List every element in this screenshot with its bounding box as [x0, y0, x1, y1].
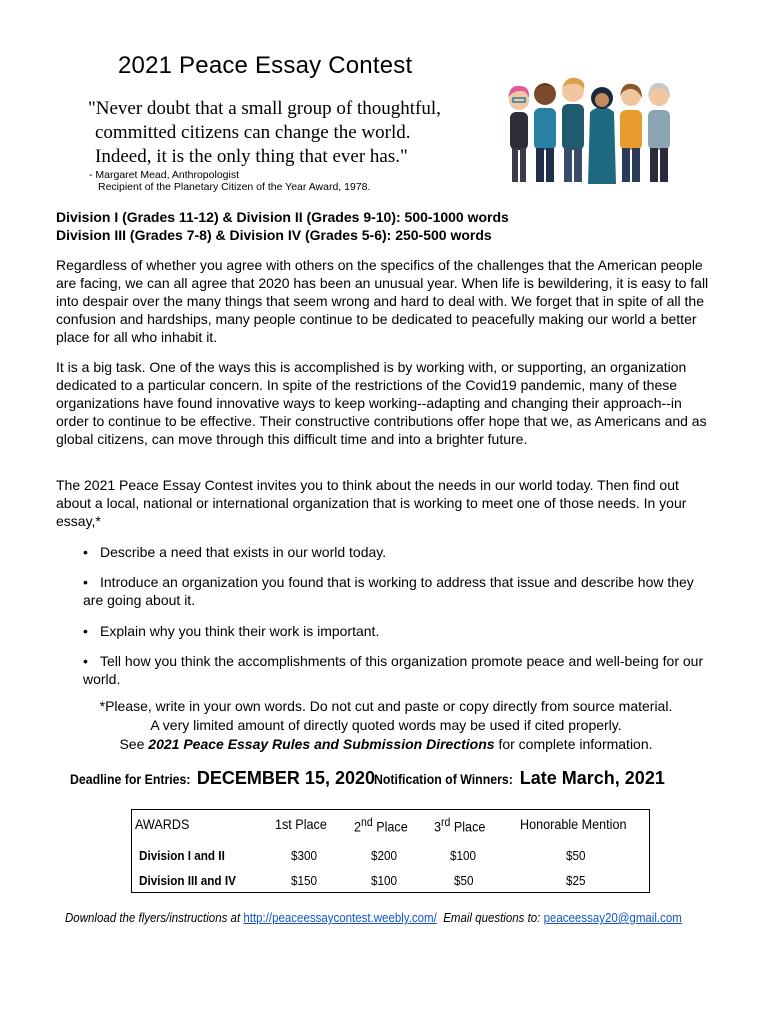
list-item: • Explain why you think their work is important. [83, 623, 380, 639]
row-label: Division III and IV [139, 873, 236, 888]
table-header: AWARDS [135, 816, 190, 832]
table-header: 3rd Place [434, 816, 486, 835]
person-icon [588, 87, 616, 184]
quote-award: Recipient of the Planetary Citizen of the Year Award, 1978. [98, 181, 371, 193]
division-line: Division III (Grades 7-8) & Division IV (Grades 5-6): 250-500 words [56, 227, 492, 243]
division-line: Division I (Grades 11-12) & Division II (Grades 9-10): 500-1000 words [56, 209, 509, 225]
email-text: Email questions to: [443, 911, 541, 925]
quote-block [88, 97, 441, 193]
bullet-icon: • [83, 623, 88, 639]
person-icon [508, 86, 529, 182]
rules-title: 2021 Peace Essay Rules and Submission Directions [148, 736, 495, 752]
person-icon [648, 83, 670, 182]
footer [65, 911, 682, 925]
website-link[interactable]: http://peaceessaycontest.weebly.com/ [243, 911, 437, 925]
quote-author: - Margaret Mead, Anthropologist [89, 169, 239, 181]
table-header: Honorable Mention [520, 816, 627, 832]
quote-line: "Never doubt that a small group of thoughtful, [88, 98, 441, 119]
table-cell: $50 [566, 848, 586, 863]
list-item: • Introduce an organization you found that is working to address that issue and describe how they are going about it. [83, 574, 694, 608]
deadline: Deadline for Entries: DECEMBER 15, 2020 [70, 768, 375, 788]
awards-table [131, 809, 650, 893]
person-icon [534, 83, 556, 182]
paragraph: Regardless of whether you agree with others on the specifics of the challenges that the American people are facing, we can all agree that 2020 has been an unusual year. When life is bewildering, it is easy to fall into despair over the many things that seem wrong and hard to deal with. We forget that in spite of all the confusion and hardships, many people continue to be dedicated to peacefully making our world a better place for all who inhabit it. [56, 257, 709, 345]
table-cell: $100 [450, 848, 477, 863]
person-icon [620, 84, 642, 182]
table-cell: $100 [371, 873, 398, 888]
person-icon [562, 78, 584, 182]
bullet-icon: • [83, 574, 88, 590]
paragraph: It is a big task. One of the ways this is accomplished is by working with, or supporting, an organization dedicated to a particular concern. In spite of the restrictions of the Covid19 pandemic, many of these organizations have found innovative ways to keep working--adapting and changing their approach--in order to continue to be effective. Their constructive contributions offer hope that we, as Americans and as global citizens, can move through this difficult time and into a brighter future. [56, 359, 707, 447]
email-link[interactable]: peaceessay20@gmail.com [543, 911, 682, 925]
bullet-icon: • [83, 544, 88, 560]
list-item: • Describe a need that exists in our world today. [83, 544, 387, 560]
table-cell: $150 [291, 873, 318, 888]
table-header: 1st Place [275, 816, 327, 832]
table-cell: $300 [291, 848, 318, 863]
notification-date: Notification of Winners: Late March, 2021 [374, 768, 665, 788]
row-label: Division I and II [139, 848, 225, 863]
table-cell: $25 [566, 873, 586, 888]
table-header: 2nd Place [354, 816, 408, 835]
quote-line: Indeed, it is the only thing that ever has." [95, 146, 408, 167]
instructions-note: *Please, write in your own words. Do not cut and paste or copy directly from source material. A very limited amount of directly quoted words may be used if cited properly. See 2021 Peace Essay Rules and Submission Directions for complete information. [99, 698, 673, 752]
table-cell: $200 [371, 848, 398, 863]
quote-line: committed citizens can change the world. [95, 122, 411, 143]
download-text: Download the flyers/instructions at [65, 911, 241, 925]
page-title: 2021 Peace Essay Contest [118, 52, 413, 79]
list-item: • Tell how you think the accomplishments of this organization promote peace and well-being for our world. [83, 653, 704, 687]
bullet-icon: • [83, 653, 88, 669]
table-cell: $50 [454, 873, 474, 888]
group-of-people-illustration [496, 74, 686, 186]
paragraph: The 2021 Peace Essay Contest invites you to think about the needs in our world today. Then find out about a local, national or international organization that is working to meet one of those needs. In your essay,* [56, 477, 687, 529]
